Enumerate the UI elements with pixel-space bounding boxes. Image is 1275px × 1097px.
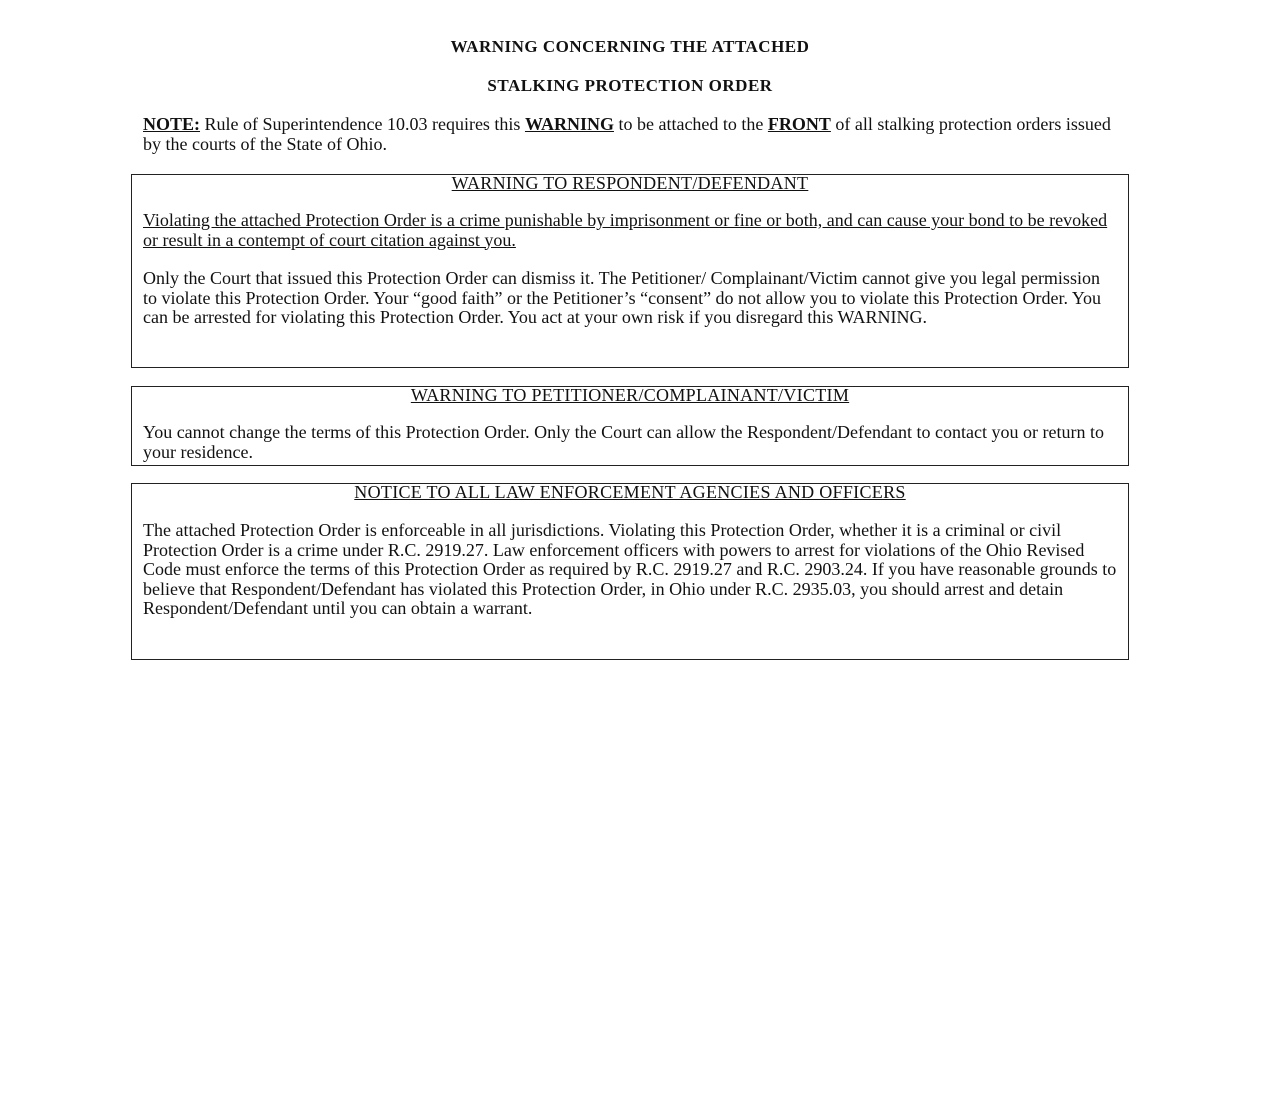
law-enforcement-notice-box bbox=[131, 483, 1129, 660]
respondent-warning-box bbox=[131, 174, 1129, 368]
note-warning-word: WARNING bbox=[524, 114, 614, 134]
section-heading: NOTICE TO ALL LAW ENFORCEMENT AGENCIES AND OFFICERS bbox=[354, 482, 906, 502]
note-text-2: to be attached to the bbox=[613, 114, 768, 134]
note-label: NOTE: bbox=[143, 114, 201, 134]
note-paragraph bbox=[143, 114, 1123, 154]
section-paragraph: You cannot change the terms of this Protection Order. Only the Court can allow the Respondent/Defendant to contact you or return to your residence. bbox=[143, 422, 1104, 462]
section-paragraph: Violating the attached Protection Order is a crime punishable by imprisonment or fine or both, and can cause your bond to be revoked or result in a contempt of court citation against you. bbox=[143, 210, 1108, 250]
section-heading: WARNING TO RESPONDENT/DEFENDANT bbox=[451, 173, 809, 193]
document-title-line2: STALKING PROTECTION ORDER bbox=[487, 76, 773, 95]
section-paragraph: The attached Protection Order is enforceable in all jurisdictions. Violating this Protection Order, whether it is a criminal or civil Protection Order is a crime under R.C. 2919.27. Law enforcement officers with powers to arrest for violations of the Ohio Revised Code must enforce the terms of this Protection Order as required by R.C. 2919.27 and R.C. 2903.24. If you have reasonable grounds to believe that Respondent/Defendant has violated this Protection Order, in Ohio under R.C. 2935.03, you should arrest and detain Respondent/Defendant until you can obtain a warrant. bbox=[143, 520, 1117, 618]
document-title-line1: WARNING CONCERNING THE ATTACHED bbox=[450, 37, 810, 56]
note-text-1: Rule of Superintendence 10.03 requires this bbox=[200, 114, 525, 134]
note-text-3: of all stalking protection orders issued by the courts of the State of Ohio. bbox=[143, 114, 1111, 154]
note-front-word: FRONT bbox=[767, 114, 831, 134]
section-heading: WARNING TO PETITIONER/COMPLAINANT/VICTIM bbox=[410, 385, 850, 405]
petitioner-warning-box bbox=[131, 386, 1129, 466]
section-paragraph: Only the Court that issued this Protection Order can dismiss it. The Petitioner/ Complainant/Victim cannot give you legal permission to violate this Protection Order. Your “good faith” or the Petitioner’s “consent” do not allow you to violate this Protection Order. You can be arrested for violating this Protection Order. You act at your own risk if you disregard this WARNING. bbox=[143, 268, 1102, 327]
